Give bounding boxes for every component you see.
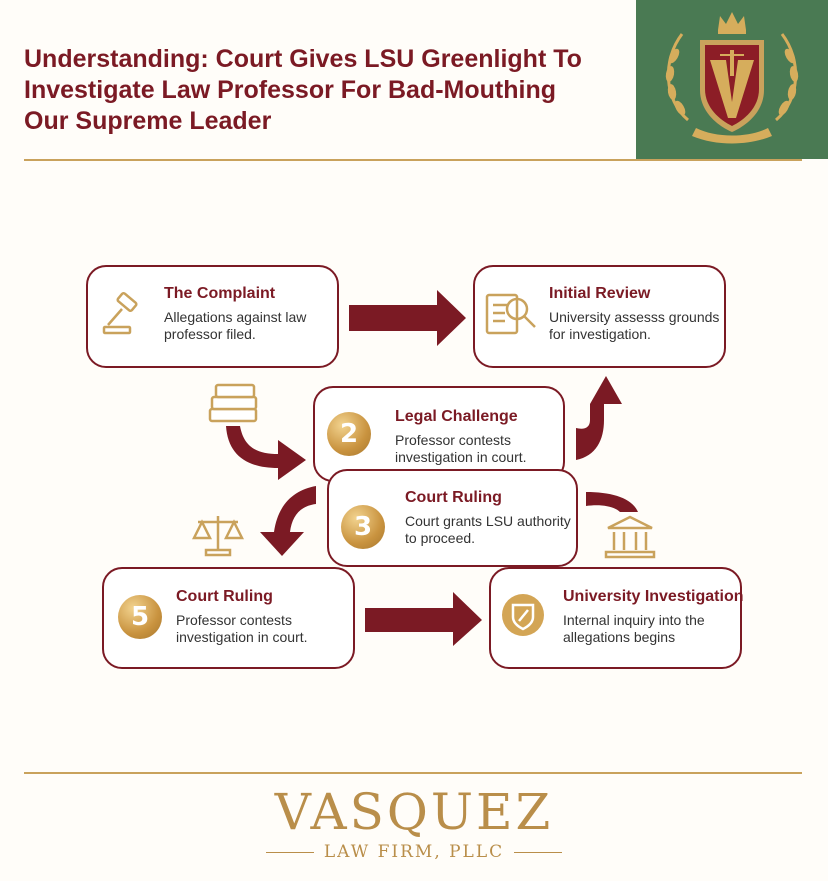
- step-description: Allegations against law professor filed.: [164, 309, 307, 342]
- step-title: The Complaint: [164, 285, 276, 302]
- step-card-legal-challenge: [313, 386, 565, 482]
- firm-subtitle-row: [0, 842, 828, 862]
- shield-pen-icon: [499, 591, 547, 639]
- step-description: University assesss grounds for investigation.: [549, 309, 720, 342]
- step-card-court-ruling-5: [102, 567, 355, 669]
- arrow-challenge-to-ruling5: [260, 486, 316, 556]
- step-card-court-ruling-3: [327, 469, 578, 567]
- firm-name: VASQUEZ: [274, 783, 554, 841]
- subtitle-rule-right: [514, 852, 562, 853]
- footer-divider: [24, 772, 802, 774]
- firm-subtitle: LAW FIRM, PLLC: [323, 842, 505, 862]
- step-title: Court Ruling: [176, 588, 273, 605]
- document-magnifier-icon: [483, 287, 539, 339]
- step-title: University Investigation: [563, 588, 744, 605]
- step-title: Initial Review: [549, 285, 651, 302]
- courthouse-icon: [604, 514, 656, 560]
- step-title: Legal Challenge: [395, 408, 518, 425]
- step-description: Professor contests investigation in court.: [176, 612, 308, 645]
- step-number-badge: 5: [118, 595, 162, 639]
- step-title: Court Ruling: [405, 489, 502, 506]
- step-number-badge: 3: [341, 505, 385, 549]
- books-icon: [206, 381, 262, 425]
- step-description: Court grants LSU authority to proceed.: [405, 513, 571, 546]
- arrow-complaint-to-review: [349, 290, 466, 346]
- arrow-ruling5-to-investigation: [365, 592, 482, 646]
- scales-icon: [192, 512, 244, 558]
- arrow-courthouse-curve: [586, 492, 638, 512]
- arrow-books-to-challenge: [226, 426, 306, 480]
- step-card-initial-review: [473, 265, 726, 368]
- subtitle-rule-left: [266, 852, 314, 853]
- step-description: Professor contests investigation in court.: [395, 432, 527, 465]
- arrow-challenge-to-review: [576, 376, 622, 460]
- step-card-complaint: [86, 265, 339, 368]
- page-title: Understanding: Court Gives LSU Greenlight To Investigate Law Professor For Bad-Mouthing Our Supreme Leader: [24, 45, 582, 135]
- step-card-university-investigation: [489, 567, 742, 669]
- step-number-badge: 2: [327, 412, 371, 456]
- gavel-icon: [100, 291, 148, 339]
- step-description: Internal inquiry into the allegations begins: [563, 612, 705, 645]
